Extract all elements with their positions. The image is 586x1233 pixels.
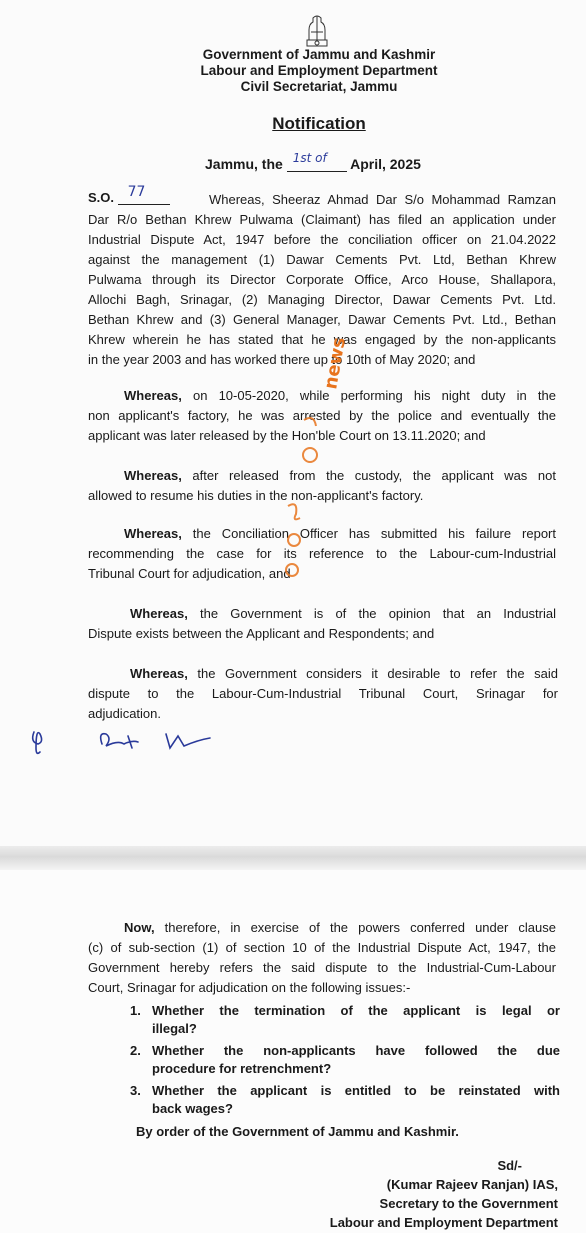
signature-block xyxy=(330,1156,558,1232)
whereas-lead: Whereas, xyxy=(130,666,188,681)
paragraph-release xyxy=(88,466,556,506)
para3-text: after released from the custody, the applicant was not xyxy=(192,468,556,483)
page-divider xyxy=(0,846,586,870)
para1-line: Industrial Dispute Act, 1947 before the conciliation officer on 21.04.2022 xyxy=(88,232,556,247)
issue-item xyxy=(130,1002,560,1038)
para1-line: Khrew wherein he has stated that he was engaged by the non-applicants xyxy=(88,332,556,347)
sd-mark: Sd/- xyxy=(497,1158,522,1173)
para4-text: the Conciliation Officer has submitted his failure report xyxy=(192,526,556,541)
whereas-lead: Whereas, xyxy=(124,526,182,541)
issue-line: Whether the non-applicants have followed the due xyxy=(152,1043,560,1058)
issue-line: illegal? xyxy=(152,1021,197,1036)
issues-list xyxy=(130,1002,560,1122)
whereas-lead: Whereas, xyxy=(124,468,182,483)
department-heading: Labour and Employment Department xyxy=(200,63,438,78)
para7-line: (c) of sub-section (1) of section 10 of the Industrial Dispute Act, 1947, the xyxy=(88,940,556,955)
para2-text: on 10-05-2020, while performing his night duty in the xyxy=(192,388,557,403)
order-line: By order of the Government of Jammu and Kashmir. xyxy=(136,1124,459,1139)
paragraph-refer xyxy=(88,664,558,724)
so-label: S.O. xyxy=(88,190,115,205)
para2-line: applicant was later released by the Hon'ble Court on 13.11.2020; and xyxy=(88,428,486,443)
signatory-designation: Secretary to the Government xyxy=(379,1196,558,1211)
whereas-lead: Whereas, xyxy=(130,606,188,621)
paragraph-arrest xyxy=(88,386,556,446)
para2-line: non applicant's factory, he was arrested by the police and eventually the xyxy=(88,408,556,423)
secretariat-heading: Civil Secretariat, Jammu xyxy=(240,79,398,94)
issue-line: back wages? xyxy=(152,1101,233,1116)
paragraph-opinion xyxy=(88,604,556,644)
date-blank xyxy=(287,151,347,172)
date-prefix: Jammu, the xyxy=(205,156,283,172)
issue-number: 1. xyxy=(130,1003,141,1018)
paragraph-failure-report xyxy=(88,524,556,584)
para1-line: Pulwama through its Director Corporate Office, Arco House, Shallapora, xyxy=(88,272,556,287)
now-lead: Now, xyxy=(124,920,155,935)
para7-line: Government hereby refers the said dispute to the Industrial-Cum-Labour xyxy=(88,960,556,975)
date-line xyxy=(205,151,421,172)
para1-line: Whereas, Sheeraz Ahmad Dar S/o Mohammad Ramzan xyxy=(209,192,556,207)
watermark-text: news xyxy=(320,335,351,391)
paragraph-now-therefore xyxy=(88,918,556,998)
issue-line: procedure for retrenchment? xyxy=(152,1061,332,1076)
government-heading: Government of Jammu and Kashmir xyxy=(202,47,436,62)
issue-line: Whether the termination of the applicant is legal or xyxy=(152,1003,560,1018)
para1-line: in the year 2003 and has worked there up to 10th of May 2020; and xyxy=(88,352,476,367)
issue-item xyxy=(130,1042,560,1078)
para7-line: Court, Srinagar for adjudication on the following issues:- xyxy=(88,980,411,995)
issue-number: 2. xyxy=(130,1043,141,1058)
para4-line: recommending the case for its reference to the Labour-cum-Industrial xyxy=(88,546,556,561)
para1-line: against the management (1) Dawar Cements Pvt. Ltd, Bethan Khrew xyxy=(88,252,556,267)
handwritten-so-number: 77 xyxy=(127,184,146,200)
notification-title: Notification xyxy=(272,114,366,133)
para6-line: dispute to the Labour-Cum-Industrial Tribunal Court, Srinagar for xyxy=(88,686,558,701)
para5-line: Dispute exists between the Applicant and Respondents; and xyxy=(88,626,435,641)
issue-line: Whether the applicant is entitled to be reinstated with xyxy=(152,1083,560,1098)
para6-line: adjudication. xyxy=(88,706,161,721)
para1-line: Allochi Bagh, Srinagar, (2) Managing Director, Dawar Cements Pvt. Ltd. xyxy=(88,292,556,307)
signatory-department: Labour and Employment Department xyxy=(329,1215,558,1230)
issue-item xyxy=(130,1082,560,1118)
para3-line: allowed to resume his duties in the non-applicant's factory. xyxy=(88,488,424,503)
para5-text: the Government is of the opinion that an Industrial xyxy=(199,606,556,621)
para6-text: the Government considers it desirable to refer the said xyxy=(197,666,558,681)
paragraph-claim-body xyxy=(88,210,556,370)
handwritten-initials-icon xyxy=(28,718,228,758)
whereas-lead: Whereas, xyxy=(124,388,182,403)
state-emblem-icon xyxy=(304,12,330,48)
para1-line: Bethan Khrew and (3) General Manager, Dawar Cements Pvt. Ltd., Bethan xyxy=(88,312,556,327)
signatory-name: (Kumar Rajeev Ranjan) IAS, xyxy=(386,1177,558,1192)
para1-line: Dar R/o Bethan Khrew Pulwama (Claimant) has filed an application under xyxy=(88,212,556,227)
paragraph-claim xyxy=(88,190,556,210)
para4-line: Tribunal Court for adjudication, and xyxy=(88,566,291,581)
handwritten-day: 1st of xyxy=(292,151,327,165)
date-suffix: April, 2025 xyxy=(350,156,421,172)
para7-text: therefore, in exercise of the powers conferred under clause xyxy=(164,920,556,935)
issue-number: 3. xyxy=(130,1083,141,1098)
